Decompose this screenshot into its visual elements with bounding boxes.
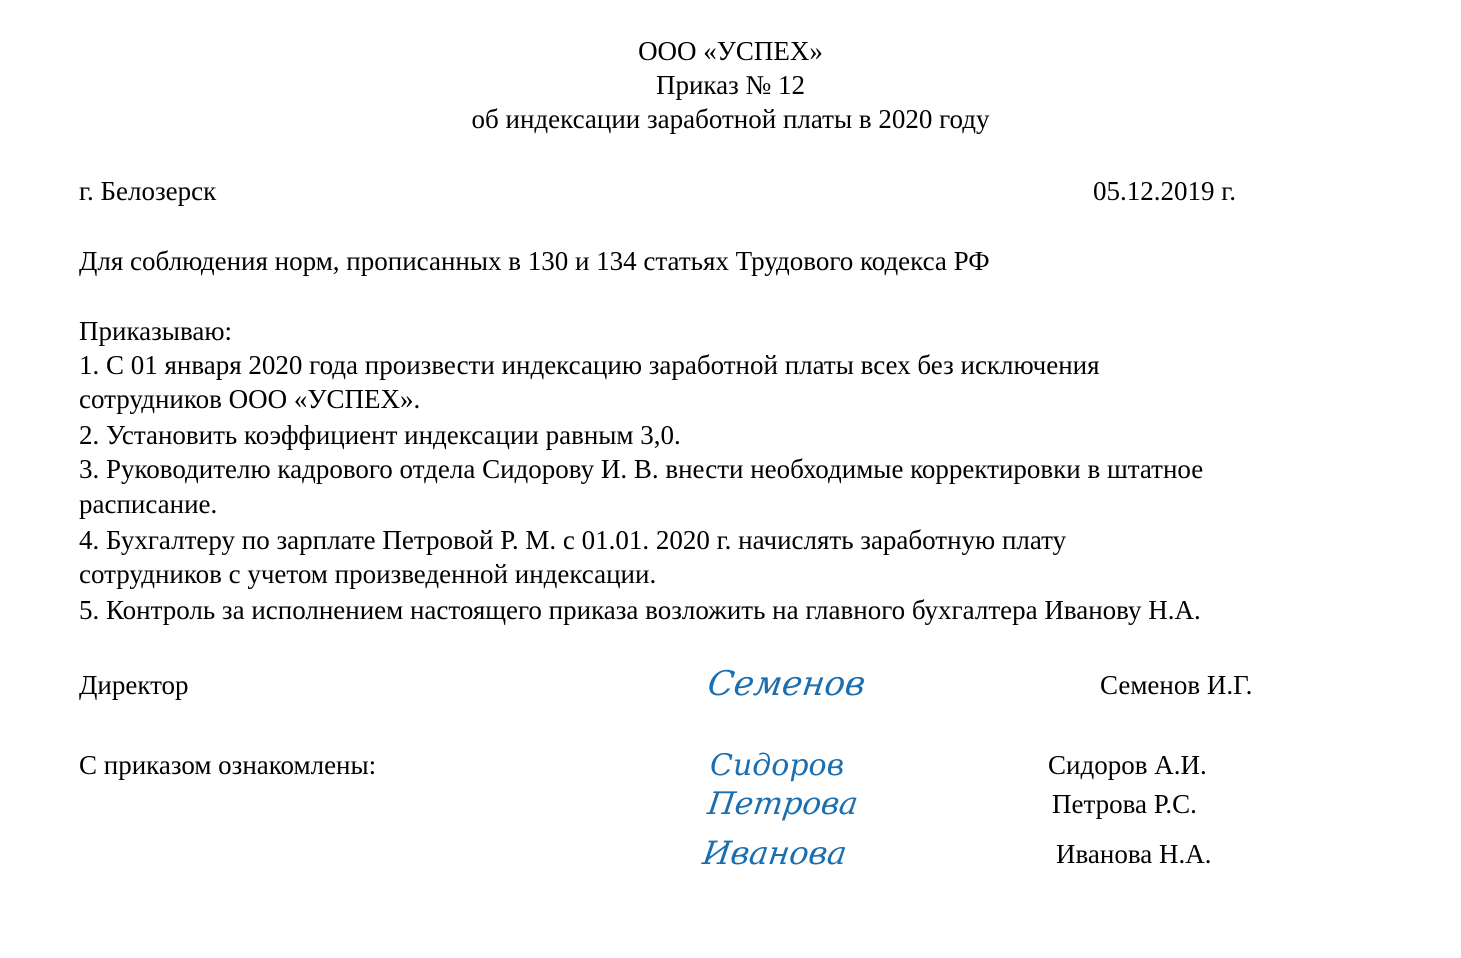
director-signature: Семенов (705, 664, 868, 704)
order-item-line: расписание. (79, 489, 218, 519)
order-number: Приказ № 12 (655, 70, 806, 100)
name-sidorov: Сидоров А.И. (1048, 750, 1207, 780)
order-word: Приказываю: (79, 316, 232, 346)
order-item-line: 3. Руководителю кадрового отдела Сидорову И. В. внести необходимые корректировки в штатное (79, 454, 1204, 484)
order-date: 05.12.2019 г. (1093, 176, 1237, 206)
signature-ivanova: Иванова (700, 834, 850, 872)
director-name: Семенов И.Г. (1100, 670, 1253, 700)
order-item-line: 5. Контроль за исполнением настоящего приказа возложить на главного бухгалтера Иванову Н.А. (79, 595, 1201, 625)
name-ivanova: Иванова Н.А. (1056, 839, 1212, 869)
order-item-line: 2. Установить коэффициент индексации равным 3,0. (79, 420, 681, 450)
acquainted-label: С приказом ознакомлены: (79, 750, 377, 780)
name-petrova: Петрова Р.С. (1052, 789, 1197, 819)
preamble: Для соблюдения норм, прописанных в 130 и 134 статьях Трудового кодекса РФ (79, 246, 990, 276)
order-item-line: сотрудников ООО «УСПЕХ». (79, 384, 421, 414)
signature-petrova: Петрова (705, 786, 861, 822)
order-item-line: сотрудников с учетом произведенной индексации. (79, 559, 657, 589)
signature-sidorov: Сидоров (710, 748, 845, 783)
place: г. Белозерск (79, 176, 217, 206)
order-item-line: 1. С 01 января 2020 года произвести индексацию заработной платы всех без исключения (79, 350, 1100, 380)
company-name: ООО «УСПЕХ» (638, 36, 823, 66)
director-title: Директор (79, 670, 189, 700)
order-subject: об индексации заработной платы в 2020 году (471, 104, 990, 134)
order-item-line: 4. Бухгалтеру по зарплате Петровой Р. М. с 01.01. 2020 г. начислять заработную плату (79, 525, 1067, 555)
